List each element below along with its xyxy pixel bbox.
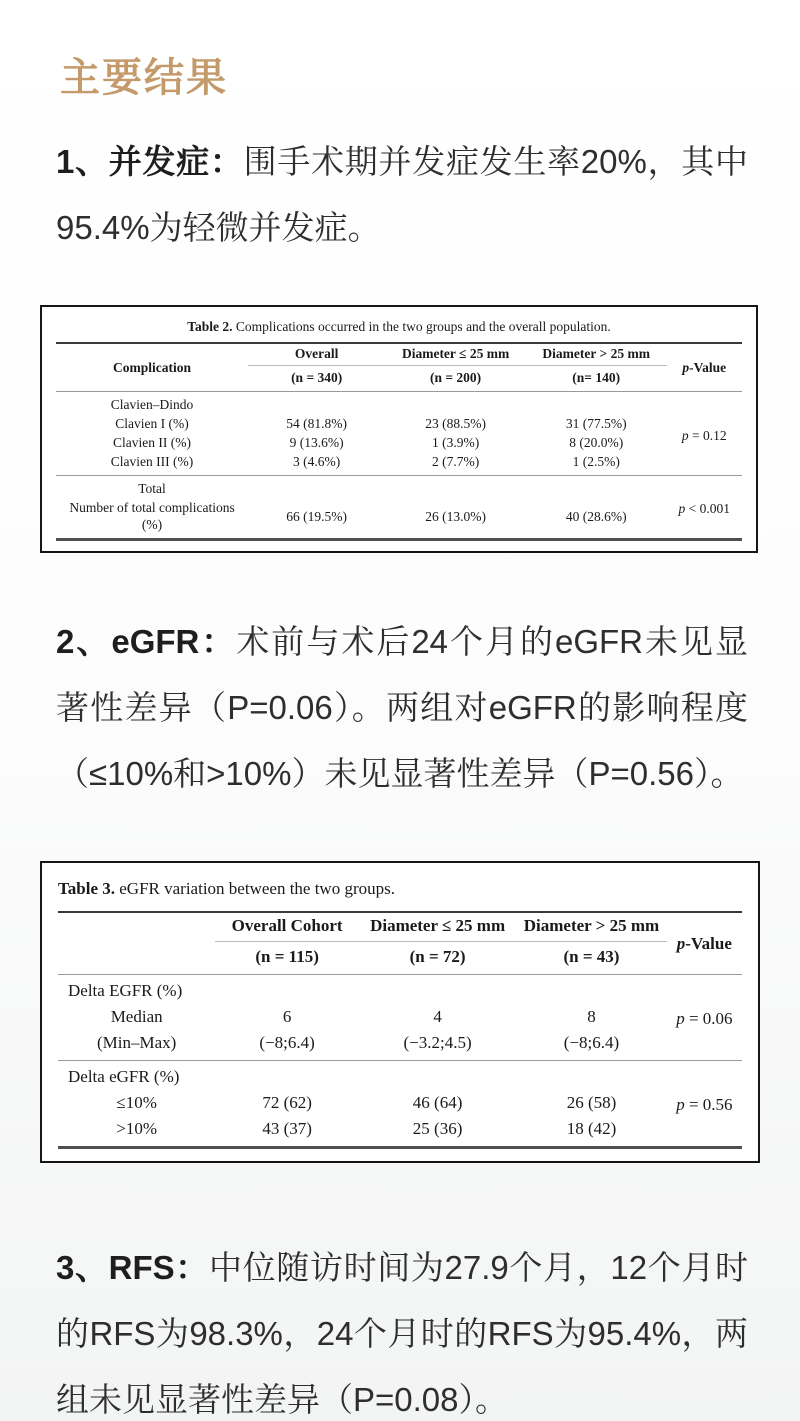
- table-cell: 46 (64): [412, 1093, 463, 1112]
- table-row: [58, 1061, 742, 1090]
- table-cell: 8 (20.0%): [569, 435, 624, 450]
- table-2-caption: [56, 319, 742, 335]
- table-row: [58, 1090, 742, 1116]
- p-symbol: p: [681, 427, 689, 443]
- table-header-cell: Complication: [113, 360, 192, 375]
- table-cell: 23 (88.5%): [425, 416, 486, 431]
- section-1-body: 围手术期并发症发生率20%，其中95.4%为轻微并发症。: [56, 143, 748, 246]
- table-header-cell: Diameter ≤ 25 mm: [359, 913, 516, 942]
- table-3-caption: [58, 879, 742, 899]
- table-cell: 1 (2.5%): [572, 454, 620, 469]
- table-row: [58, 1116, 742, 1148]
- table-cell: 72 (62): [262, 1093, 312, 1112]
- table-row: [56, 344, 742, 366]
- table-3-card: [40, 861, 760, 1163]
- table-cell: 9 (13.6%): [289, 435, 344, 450]
- table-cell: 40 (28.6%): [565, 508, 627, 524]
- section-1-label: 1、并发症：: [56, 143, 244, 180]
- table-row: [56, 392, 742, 414]
- table-cell: ≤10%: [116, 1093, 157, 1112]
- p-symbol: p: [676, 933, 686, 953]
- table-header-cell: (n = 340): [291, 370, 343, 385]
- table-cell: 31 (77.5%): [565, 416, 627, 431]
- table-cell: 43 (37): [262, 1119, 312, 1138]
- p-value: = 0.06: [684, 1009, 733, 1028]
- table-row: [56, 452, 742, 476]
- table-header-cell: Diameter ≤ 25 mm: [385, 344, 526, 366]
- p-symbol: p: [676, 1009, 685, 1028]
- table-cell: 26 (58): [566, 1093, 617, 1112]
- table-cell: Clavien I (%): [115, 416, 189, 431]
- table-cell: >10%: [116, 1119, 158, 1138]
- table-3: [58, 911, 742, 1149]
- section-3-paragraph: [56, 1235, 748, 1421]
- table-cell: 25 (36): [412, 1119, 463, 1138]
- table-row: [56, 476, 742, 498]
- rule-divider: [58, 1148, 742, 1150]
- table-cell: Number of total complications (%): [69, 500, 235, 532]
- table-header-cell: (n = 72): [409, 947, 466, 966]
- table-cell: 3 (4.6%): [293, 454, 341, 469]
- table-cell: Median: [110, 1007, 163, 1026]
- table-header-cell: [667, 344, 742, 392]
- table-row: [56, 498, 742, 540]
- section-2-label: 2、eGFR：: [56, 623, 237, 660]
- table-3-caption-text: eGFR variation between the two groups.: [115, 879, 395, 898]
- table-cell: 2 (7.7%): [431, 454, 480, 469]
- table-header-cell: Overall: [248, 344, 385, 366]
- table-header-cell: (n = 115): [255, 947, 319, 966]
- table-cell: Clavien II (%): [113, 435, 192, 450]
- table-header-cell: [667, 913, 742, 975]
- p-symbol: p: [682, 360, 690, 375]
- table-2: [56, 342, 742, 541]
- table-cell: 18 (42): [566, 1119, 617, 1138]
- table-header-cell: (n = 200): [429, 370, 482, 385]
- section-1-paragraph: [56, 129, 748, 261]
- group-label-cell: Delta EGFR (%): [68, 981, 183, 1000]
- group-label-cell: Clavien–Dindo: [110, 397, 194, 412]
- table-header-cell: Diameter > 25 mm: [526, 344, 667, 366]
- table-2-card: [40, 305, 758, 553]
- table-header-cell: Diameter > 25 mm: [516, 913, 666, 942]
- section-2-body: 术前与术后24个月的eGFR未见显著性差异（P=0.06）。两组对eGFR的影响程度（≤10%和>10%）未见显著性差异（P=0.56）。: [56, 623, 748, 792]
- table-cell: 4: [433, 1007, 442, 1026]
- page-title: 主要结果: [60, 55, 228, 100]
- p-value-cell: [667, 476, 742, 540]
- table-2-caption-label: Table 2.: [187, 319, 233, 334]
- table-header-cell: Overall Cohort: [215, 913, 359, 942]
- table-cell: (−8;6.4): [259, 1033, 315, 1052]
- table-2-caption-text: Complications occurred in the two groups and the overall population.: [232, 319, 611, 334]
- table-row: [58, 1030, 742, 1061]
- p-value: = 0.12: [688, 427, 727, 443]
- p-value-cell: [667, 975, 742, 1061]
- p-value-cell: [667, 392, 742, 476]
- table-cell: 26 (13.0%): [425, 508, 486, 524]
- table-row: [58, 913, 742, 942]
- group-label-cell: Total: [138, 481, 166, 496]
- table-row: [56, 433, 742, 452]
- table-cell: 8: [587, 1007, 596, 1026]
- p-symbol: p: [678, 501, 686, 516]
- p-value-header: -Value: [689, 360, 727, 375]
- table-row: [58, 975, 742, 1004]
- p-value-header: -Value: [685, 933, 732, 953]
- section-3-label: 3、RFS：: [56, 1249, 209, 1286]
- table-3-caption-label: Table 3.: [58, 879, 116, 898]
- table-header-cell: [58, 913, 215, 975]
- table-cell: 6: [282, 1007, 292, 1026]
- table-cell: 54 (81.8%): [286, 416, 348, 431]
- table-cell: (Min–Max): [96, 1033, 177, 1052]
- section-3-body: 中位随访时间为27.9个月，12个月时的RFS为98.3%，24个月时的RFS为95.4%，两组未见显著性差异（P=0.08）。: [56, 1249, 749, 1418]
- table-cell: (−3.2;4.5): [403, 1033, 472, 1052]
- table-cell: 66 (19.5%): [286, 508, 348, 524]
- rule-divider: [56, 540, 742, 542]
- table-cell: (−8;6.4): [563, 1033, 620, 1052]
- table-header-cell: (n = 43): [563, 947, 620, 966]
- p-symbol: p: [676, 1095, 685, 1114]
- table-row: [58, 1004, 742, 1030]
- table-cell: Clavien III (%): [110, 454, 194, 469]
- table-header-cell: (n= 140): [572, 370, 621, 385]
- table-cell: 1 (3.9%): [431, 435, 480, 450]
- p-value: = 0.56: [684, 1095, 733, 1114]
- section-2-paragraph: [56, 609, 748, 807]
- p-value: < 0.001: [685, 501, 730, 516]
- group-label-cell: Delta eGFR (%): [68, 1067, 180, 1086]
- p-value-cell: [667, 1061, 742, 1148]
- table-row: [56, 414, 742, 433]
